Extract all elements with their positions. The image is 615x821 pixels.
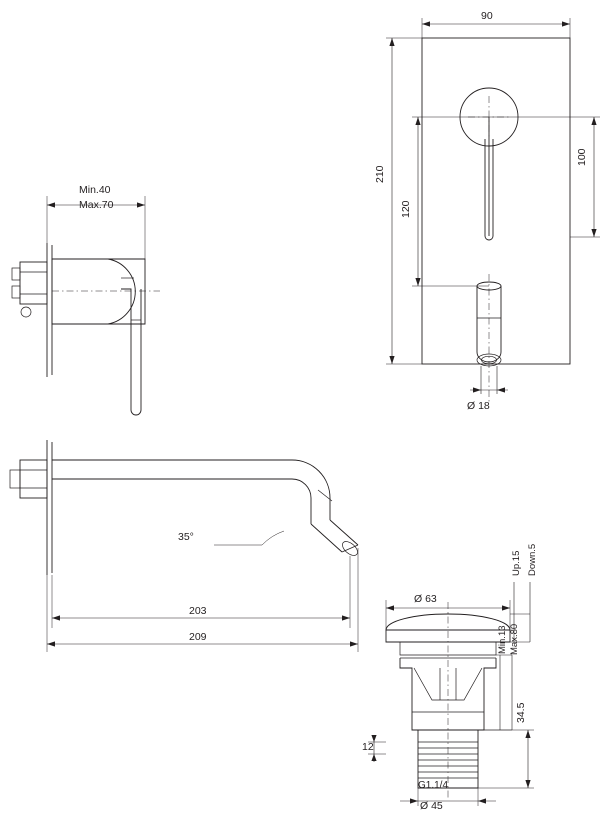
label-spout-reach: 203 — [189, 605, 207, 617]
label-flange-thickness: 12 — [362, 741, 374, 753]
label-plate-width: 90 — [481, 10, 493, 22]
label-spout-diameter: Ø 18 — [467, 400, 490, 412]
label-thread: G1.1/4 — [418, 780, 449, 791]
label-body-diameter: Ø 45 — [420, 800, 443, 812]
label-down-travel: Down.5 — [527, 543, 538, 576]
label-spout-angle: 35° — [178, 531, 194, 543]
label-flange-diameter: Ø 63 — [414, 593, 437, 605]
label-overall-reach: 209 — [189, 631, 207, 643]
label-up-travel: Up.15 — [511, 550, 522, 576]
label-max-thickness: Max.80 — [509, 623, 520, 655]
label-handle-center-height: 100 — [576, 148, 588, 166]
label-min-thickness: Min.13 — [497, 625, 508, 654]
label-tailpiece-length: 34.5 — [515, 702, 527, 723]
label-max-wall: Max.70 — [79, 199, 114, 211]
label-min-wall: Min.40 — [79, 184, 111, 196]
label-plate-height: 210 — [374, 165, 386, 183]
label-handle-to-spout: 120 — [400, 200, 412, 218]
